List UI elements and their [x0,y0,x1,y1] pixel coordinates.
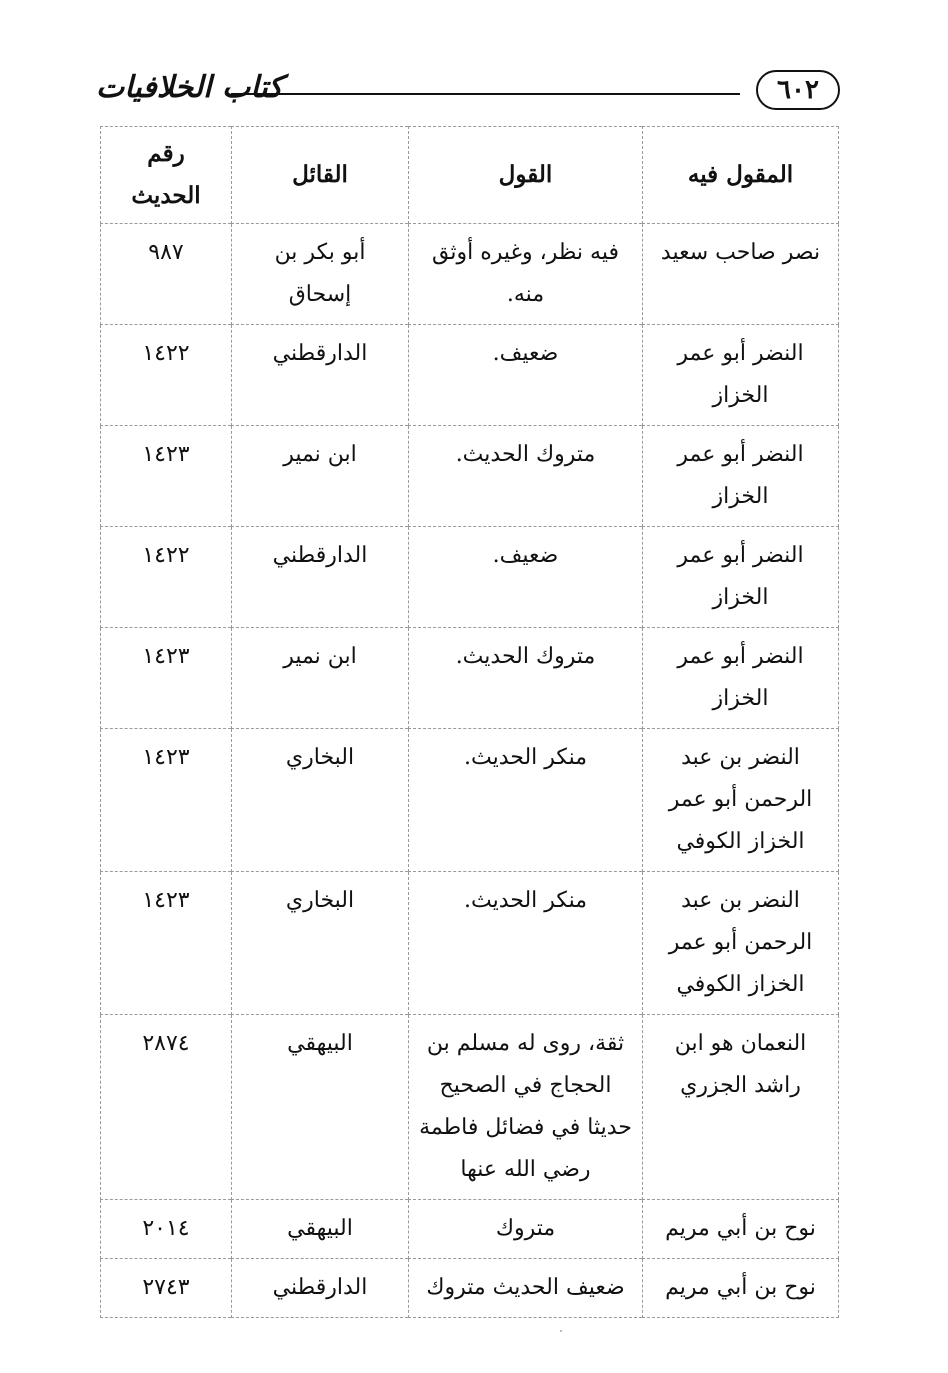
cell-hadith-number: ١٤٢٢ [101,527,232,628]
cell-saying: ثقة، روى له مسلم بن الحجاج في الصحيح حديثا في فضائل فاطمة رضي الله عنها [409,1015,643,1200]
cell-saying: متروك الحديث. [409,426,643,527]
column-header-saying: القول [409,127,643,224]
cell-saying: ضعيف. [409,527,643,628]
column-header-subject: المقول فيه [643,127,839,224]
cell-hadith-number: ١٤٢٣ [101,628,232,729]
cell-subject: النضر أبو عمر الخزاز [643,527,839,628]
cell-speaker: الدارقطني [232,325,409,426]
cell-subject: النضر بن عبد الرحمن أبو عمر الخزاز الكوفي [643,729,839,872]
cell-subject: النعمان هو ابن راشد الجزري [643,1015,839,1200]
cell-subject: نوح بن أبي مريم [643,1259,839,1318]
cell-hadith-number: ١٤٢٢ [101,325,232,426]
table-row [101,1200,839,1259]
cell-subject: النضر أبو عمر الخزاز [643,426,839,527]
cell-speaker: البيهقي [232,1200,409,1259]
cell-hadith-number: ١٤٢٣ [101,426,232,527]
header-rule [231,93,740,95]
table-row [101,325,839,426]
cell-saying: متروك [409,1200,643,1259]
book-title: كتاب الخلافيات [96,70,283,105]
page-number: ٦٠٢ [756,70,840,110]
page-header [96,66,840,116]
cell-saying: ضعيف الحديث متروك [409,1259,643,1318]
cell-speaker: الدارقطني [232,1259,409,1318]
cell-hadith-number: ١٤٢٣ [101,872,232,1015]
cell-subject: النضر أبو عمر الخزاز [643,628,839,729]
table-row [101,628,839,729]
narrators-table [100,126,839,1318]
cell-speaker: ابن نمير [232,628,409,729]
cell-subject: النضر أبو عمر الخزاز [643,325,839,426]
column-header-speaker: القائل [232,127,409,224]
table-header-row [101,127,839,224]
cell-hadith-number: ٢٠١٤ [101,1200,232,1259]
cell-saying: منكر الحديث. [409,872,643,1015]
cell-subject: النضر بن عبد الرحمن أبو عمر الخزاز الكوفي [643,872,839,1015]
cell-saying: فيه نظر، وغيره أوثق منه. [409,224,643,325]
cell-hadith-number: ٢٧٤٣ [101,1259,232,1318]
table-row [101,872,839,1015]
table-row [101,729,839,872]
table-row [101,1015,839,1200]
column-header-hadith-number: رقم الحديث [101,127,232,224]
cell-saying: منكر الحديث. [409,729,643,872]
cell-saying: متروك الحديث. [409,628,643,729]
cell-speaker: البيهقي [232,1015,409,1200]
cell-subject: نصر صاحب سعيد [643,224,839,325]
cell-speaker: أبو بكر بن إسحاق [232,224,409,325]
cell-speaker: ابن نمير [232,426,409,527]
cell-speaker: البخاري [232,729,409,872]
cell-saying: ضعيف. [409,325,643,426]
table-row [101,527,839,628]
cell-hadith-number: ٩٨٧ [101,224,232,325]
table-row [101,224,839,325]
table-row [101,1259,839,1318]
cell-subject: نوح بن أبي مريم [643,1200,839,1259]
cell-hadith-number: ٢٨٧٤ [101,1015,232,1200]
table-row [101,426,839,527]
cell-hadith-number: ١٤٢٣ [101,729,232,872]
cell-speaker: الدارقطني [232,527,409,628]
scan-speck [560,1330,562,1332]
cell-speaker: البخاري [232,872,409,1015]
